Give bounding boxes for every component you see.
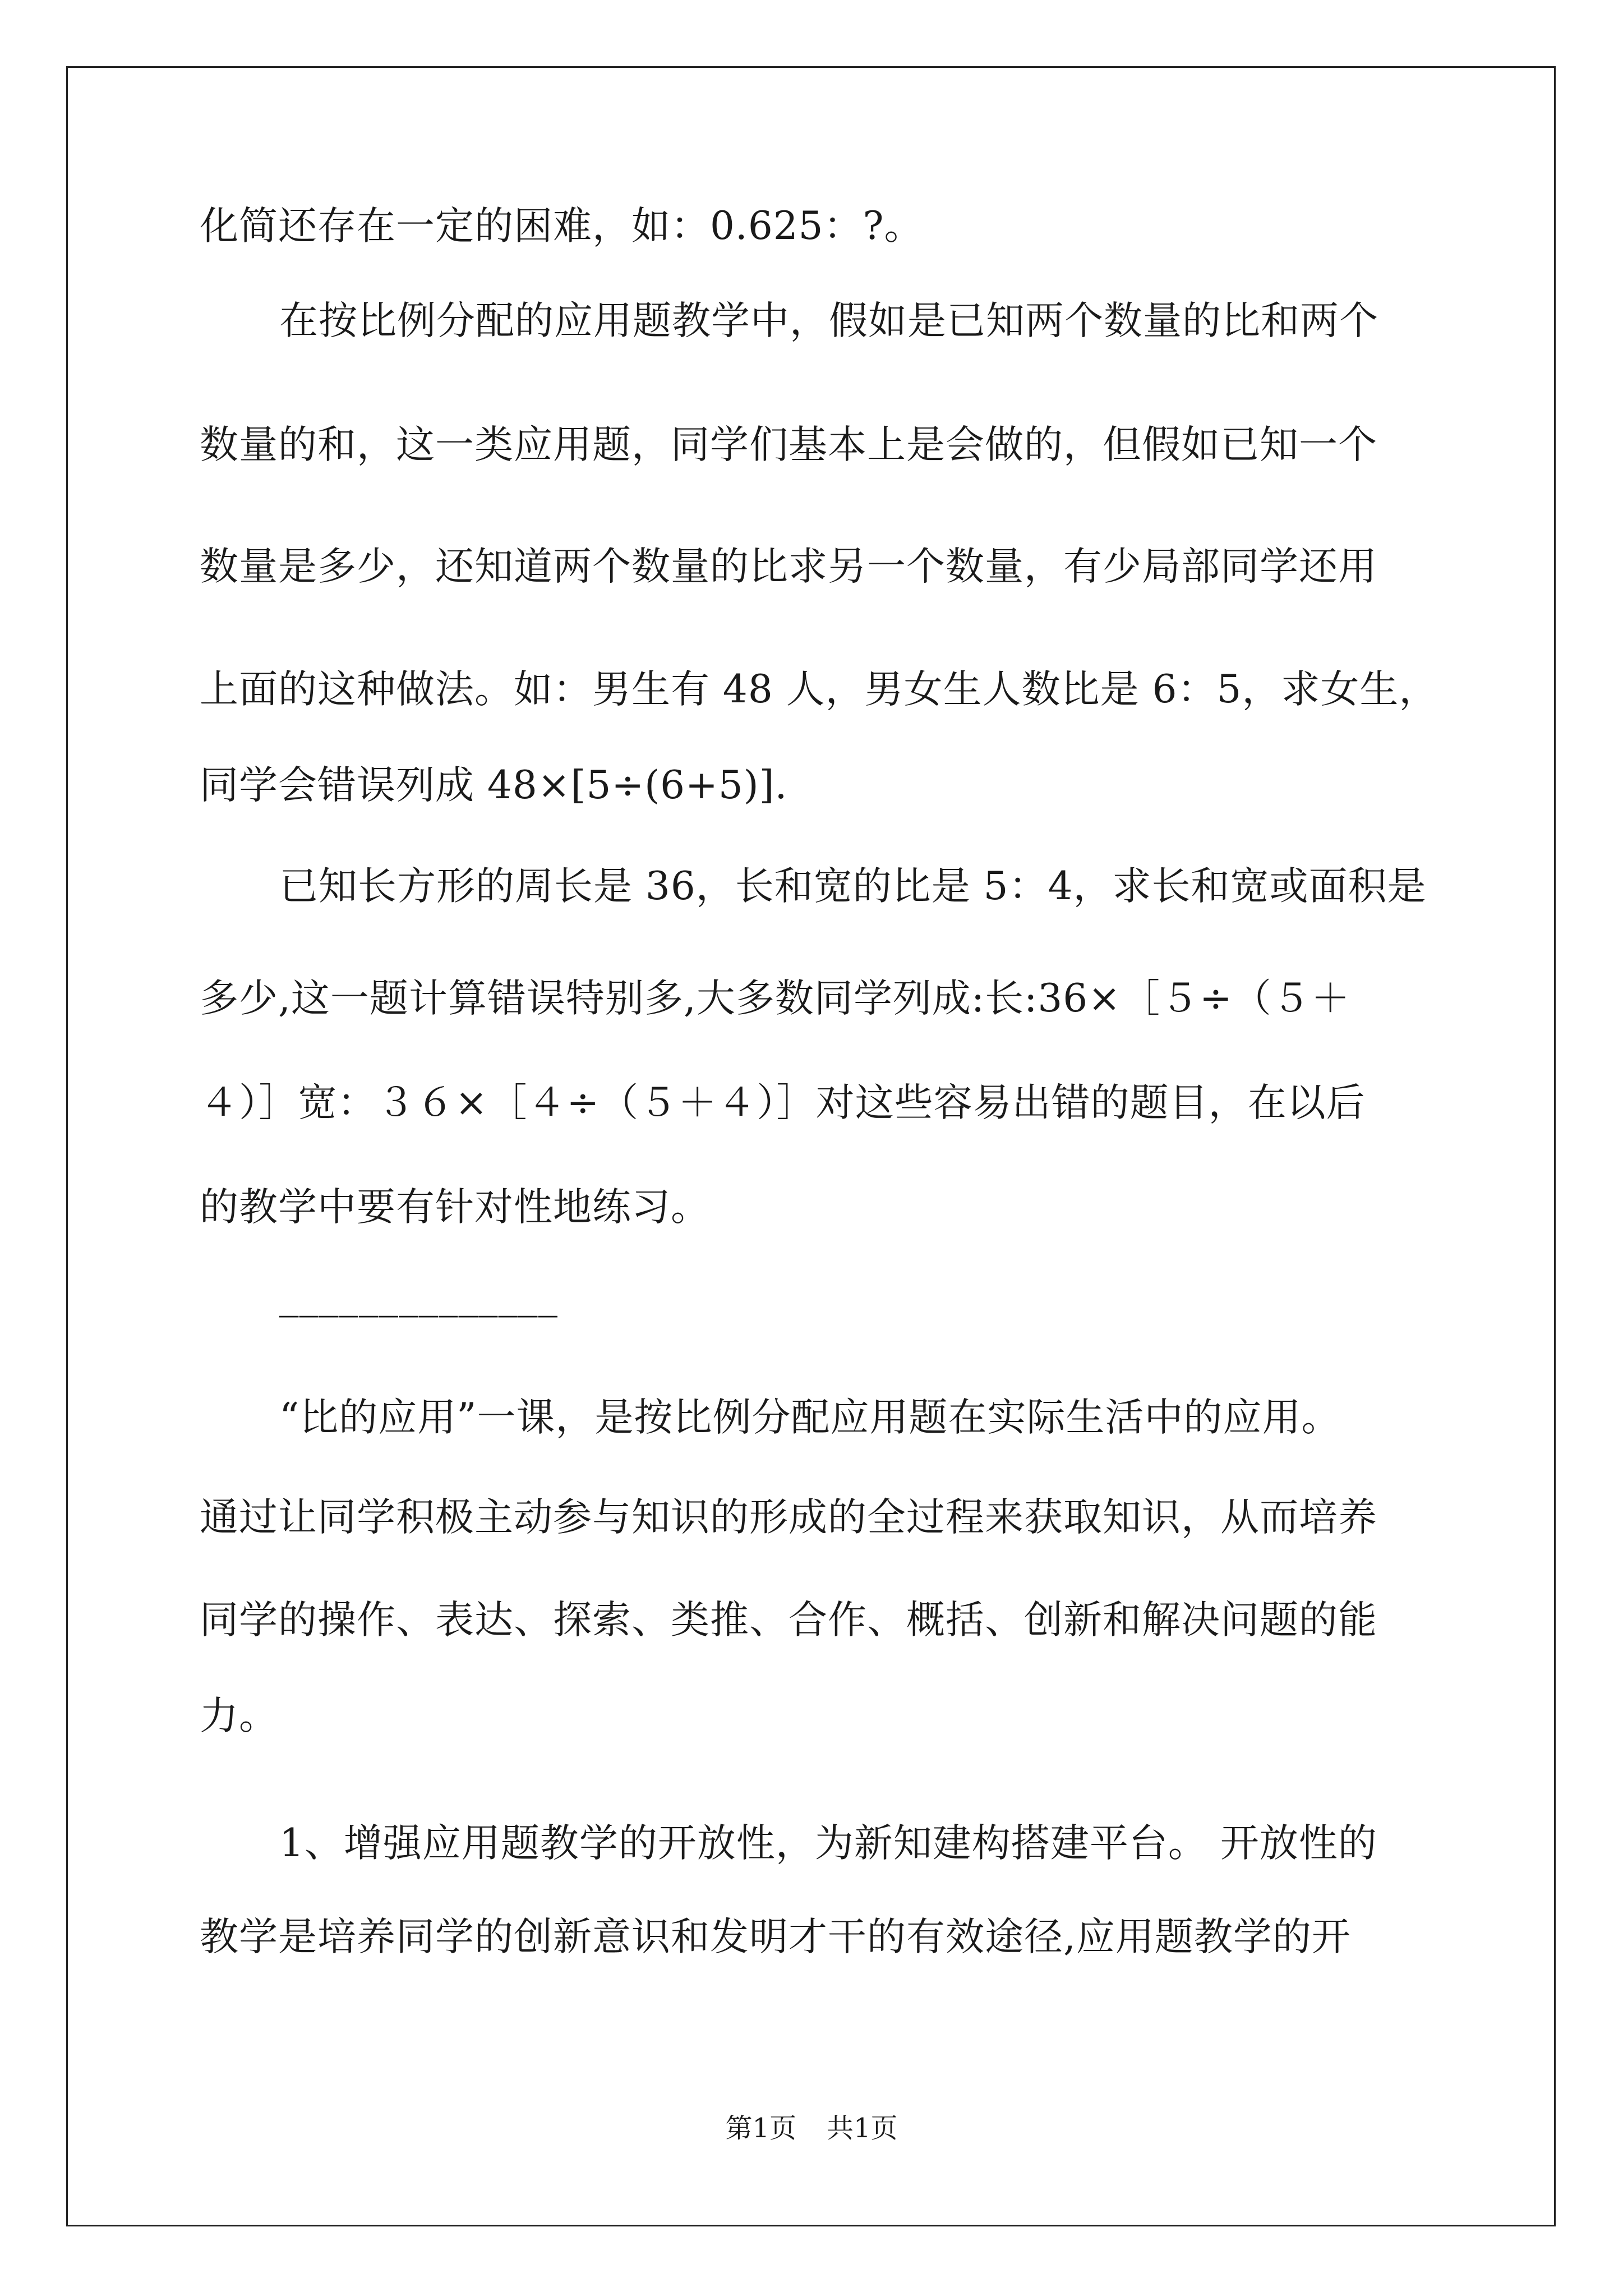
page-border [66, 66, 1556, 2226]
text-line-13: 同学的操作、表达、探索、类推、合作、概括、创新和解决问题的能 [200, 1598, 1377, 1642]
text-line-16: 教学是培养同学的创新意识和发明才干的有效途径,应用题教学的开 [200, 1915, 1351, 1959]
separator-line: ______________ [279, 1273, 558, 1318]
text-line-14: 力。 [200, 1694, 278, 1738]
text-line-6: 同学会错误列成 48×[5÷(6+5)]. [200, 763, 788, 808]
text-line-4: 数量是多少，还知道两个数量的比求另一个数量，有少局部同学还用 [200, 544, 1377, 589]
text-line-1: 化简还存在一定的困难，如：0.625：?。 [200, 204, 924, 249]
page-total: 共1页 [827, 2113, 898, 2144]
page-number: 第1页 [725, 2113, 796, 2144]
text-line-10: 的教学中要有针对性地练习。 [200, 1185, 710, 1230]
text-line-5: 上面的这种做法。如：男生有 48 人，男女生人数比是 6：5，求女生， [200, 667, 1438, 712]
page-footer [0, 2111, 1623, 2145]
text-line-9: ４）］宽：３６×［４÷（５＋４）］对这些容易出错的题目，在以后 [200, 1080, 1366, 1125]
text-line-11: “比的应用”一课，是按比例分配应用题在实际生活中的应用。 [279, 1395, 1341, 1440]
text-line-3: 数量的和，这一类应用题，同学们基本上是会做的，但假如已知一个 [200, 422, 1377, 467]
text-line-12: 通过让同学积极主动参与知识的形成的全过程来获取知识，从而培养 [200, 1495, 1377, 1540]
text-line-8: 多少,这一题计算错误特别多,大多数同学列成:长:36×［５÷（５＋ [200, 976, 1350, 1021]
text-line-15: 1、增强应用题教学的开放性，为新知建构搭建平台。 开放性的 [279, 1821, 1377, 1866]
text-line-2: 在按比例分配的应用题教学中，假如是已知两个数量的比和两个 [279, 298, 1378, 343]
text-line-7: 已知长方形的周长是 36，长和宽的比是 5：4，求长和宽或面积是 [279, 864, 1427, 909]
